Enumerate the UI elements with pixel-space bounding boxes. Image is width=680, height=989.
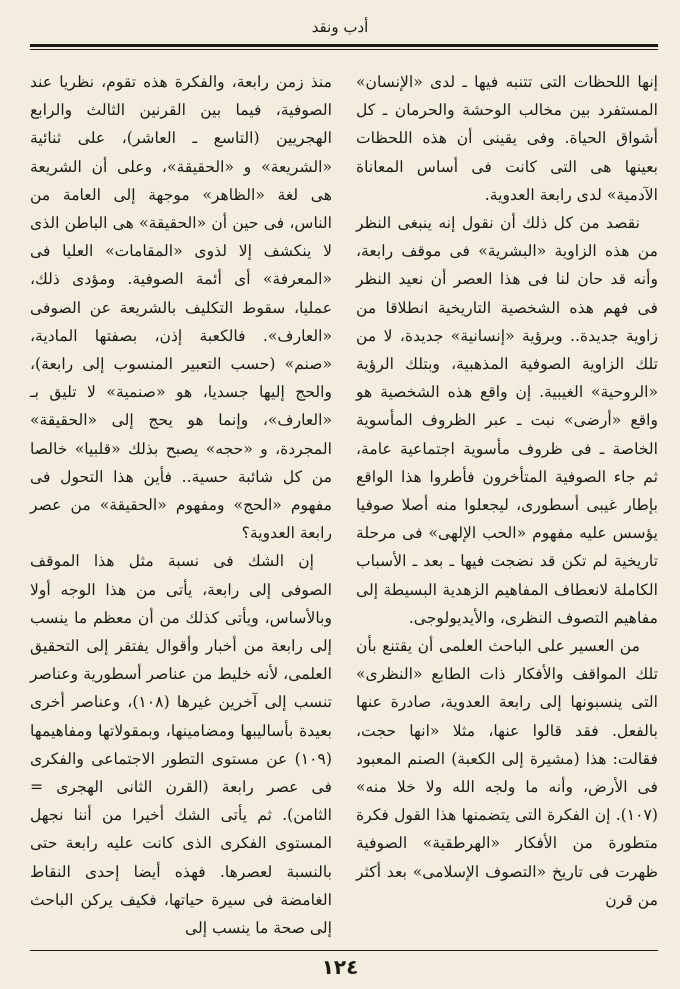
left-column [30, 68, 332, 942]
paragraph: منذ زمن رابعة، والفكرة هذه تقوم، نظريا عند الصوفية، فيما بين القرنين الثالث والرابع الهجريين (التاسع ـ العاشر)، على ثنائية «الشريعة» و «الحقيقة»، وعلى أن الشريعة هى لغة «الظاهر» موجهة إلى العامة من الناس، فى حين أن «الحقيقة» هى الباطن الذى لا ينكشف إلا لذوى «المقامات» العليا فى «المعرفة» أى أئمة الصوفية. ومؤدى ذلك، عمليا، سقوط التكليف بالشريعة عن الصوفى «العارف». فالكعبة إذن، بصفتها المادية، «صنم» (حسب التعبير المنسوب إلى رابعة)، والحج إليها جسديا، هو «صنمية» لا تليق بـ «العارف»، وإنما هو يحج إلى «الحقيقة» المجردة، و «حجه» يصبح بذلك «قلبيا» خالصا من كل شائبة حسية.. فأين هذا التحول فى مفهوم «الحج» ومفهوم «الحقيقة» من عصر رابعة العدوية؟ [30, 73, 332, 543]
paragraph: نقصد من كل ذلك أن نقول إنه ينبغى النظر من هذه الزاوية «البشرية» فى موقف رابعة، وأنه قد حان لنا فى هذا العصر أن نعيد النظر فى فهم هذه الشخصية التاريخية انطلاقا من زاوية جديدة.. وبرؤية «إنسانية» جديدة، لا من تلك الزاوية الصوفية المذهبية، وبتلك الرؤية «الروحية» الغيبية. إن واقع هذه الشخصية هو واقع «أرضى» نبت ـ عبر الظروف المأسوية الخاصة ـ فى ظروف مأسوية اجتماعية عامة، ثم جاء الصوفية المتأخرون فأطروا هذا الواقع بإطار غيبى أسطورى، ليجعلوا منه أصلا صوفيا يؤسس عليه مفهوم «الحب الإلهى» فى مرحلة تاريخية لم تكن قد نضجت فيها ـ بعد ـ الأسباب الكاملة لانعطاف المفاهيم الزهدية البسيطة إلى مفاهيم التصوف النظرى، والأيديولوجى. [356, 214, 658, 627]
footer-rule [30, 950, 658, 951]
page-number: ١٢٤ [321, 955, 359, 979]
header-rule-thick [30, 44, 658, 47]
paragraph: إن الشك فى نسبة مثل هذا الموقف الصوفى إلى رابعة، يأتى من هذا الوجه أولا وبالأساس، ويأتى كذلك من أن معظم ما ينسب إلى رابعة من أخبار وأقوال يفتقر إلى التحقيق العلمى، لأنه خليط من عناصر أسطورية وعناصر تنسب إلى آخرين غيرها (١٠٨)، وعناصر أخرى بعيدة بأساليبها ومضامينها، وبمقولاتها ومفاهيمها (١٠٩) عن مستوى التطور الاجتماعى والفكرى فى عصر رابعة (القرن الثانى الهجرى = الثامن). ثم يأتى الشك أخيرا من أننا نجهل المستوى الفكرى الذى كانت عليه رابعة حتى بالنسبة لعصرها. فهذه أيضا إحدى النقاط الغامضة فى سيرة حياتها، فكيف يركن الباحث إلى صحة ما ينسب إلى [30, 552, 332, 938]
right-column [356, 68, 658, 914]
paragraph: من العسير على الباحث العلمى أن يقتنع بأن تلك المواقف والأفكار ذات الطابع «النظرى» التى ينسبونها إلى رابعة العدوية، صادرة عنها بالفعل. فقد قالوا عنها، مثلا «انها حجت، فقالت: هذا (مشيرة إلى الكعبة) الصنم المعبود فى الأرض، وأنه ما ولجه الله ولا خلا منه» (١٠٧). إن الفكرة التى يتضمنها هذا القول فكرة متطورة من الأفكار «الهرطقية» الصوفية ظهرت فى تاريخ «التصوف الإسلامى» بعد أكثر من قرن [356, 637, 658, 909]
header-rule-thin [30, 49, 658, 50]
paragraph: إنها اللحظات التى تتنبه فيها ـ لدى «الإنسان» المستفرد بين مخالب الوحشة والحرمان ـ كل أشواق الحياة. وفى يقينى أن هذه اللحظات بعينها هى التى كانت فى أساس المعاناة الآدمية» لدى رابعة العدوية. [356, 73, 658, 204]
running-header: أدب ونقد [311, 18, 369, 36]
